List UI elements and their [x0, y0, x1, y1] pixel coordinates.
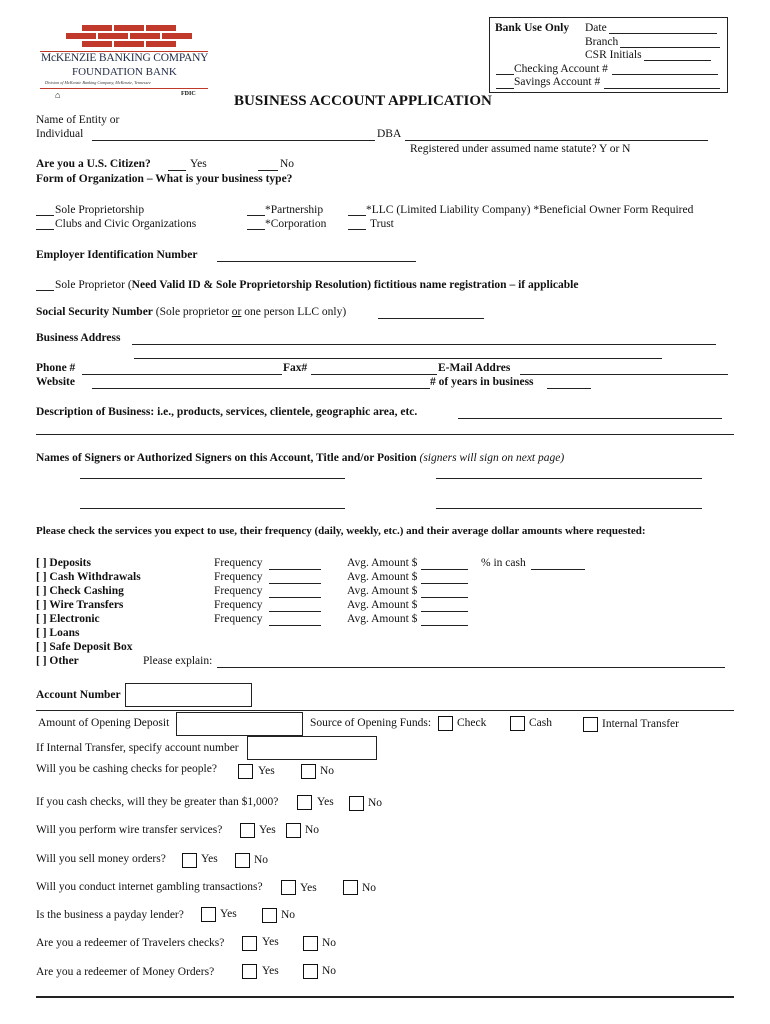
- yes-checkbox[interactable]: [297, 795, 312, 810]
- ssn-field[interactable]: [378, 318, 484, 319]
- org-llc[interactable]: *LLC (Limited Liability Company) *Beneficial Owner Form Required: [366, 204, 694, 216]
- signers-label: Names of Signers or Authorized Signers on this Account, Title and/or Position (signers will sign on next page): [36, 452, 565, 464]
- service-other[interactable]: [ ] Other: [36, 655, 79, 667]
- freq-field[interactable]: [269, 625, 321, 626]
- please-explain-field[interactable]: [217, 667, 725, 668]
- yes-checkbox[interactable]: [238, 764, 253, 779]
- fdic-mark: FDIC: [181, 91, 196, 97]
- logo-line-2: FOUNDATION BANK: [72, 66, 177, 78]
- service-electronic[interactable]: [ ] Electronic: [36, 613, 100, 625]
- yes-label: Yes: [262, 936, 279, 948]
- avg-label: Avg. Amount $: [347, 613, 418, 625]
- service-deposits[interactable]: [ ] Deposits: [36, 557, 91, 569]
- question-label: Are you a redeemer of Travelers checks?: [36, 937, 225, 949]
- no-label: No: [281, 909, 296, 921]
- sole-prop-note: Sole Proprietor (Need Valid ID & Sole Proprietorship Resolution) fictitious name registration – if applicable: [55, 279, 579, 291]
- avg-label: Avg. Amount $: [347, 557, 418, 569]
- yes-label: Yes: [262, 965, 279, 977]
- avg-field[interactable]: [421, 569, 468, 570]
- citizen-yes-field[interactable]: [168, 170, 186, 171]
- equal-housing-icon: ⌂: [55, 90, 61, 100]
- fax-label: Fax#: [283, 362, 308, 374]
- avg-field[interactable]: [421, 597, 468, 598]
- yes-label: Yes: [259, 824, 276, 836]
- opening-deposit-field[interactable]: [176, 712, 303, 736]
- no-checkbox[interactable]: [349, 796, 364, 811]
- no-label: No: [320, 765, 335, 777]
- entity-label-1: Name of Entity or: [36, 114, 120, 126]
- address-field-1[interactable]: [132, 344, 716, 345]
- years-label: # of years in business: [430, 376, 534, 388]
- freq-field[interactable]: [269, 597, 321, 598]
- form-title: BUSINESS ACCOUNT APPLICATION: [234, 93, 492, 109]
- citizen-yes: Yes: [190, 158, 207, 170]
- internal-specify-label: If Internal Transfer, specify account number: [36, 742, 239, 754]
- opening-deposit-label: Amount of Opening Deposit: [38, 717, 170, 729]
- email-label: E-Mail Addres: [438, 362, 511, 374]
- org-label: Form of Organization – What is your business type?: [36, 173, 293, 185]
- question-label: If you cash checks, will they be greater than $1,000?: [36, 796, 279, 808]
- address-label: Business Address: [36, 332, 121, 344]
- cash-percent-field[interactable]: [531, 569, 585, 570]
- freq-field[interactable]: [269, 569, 321, 570]
- yes-checkbox[interactable]: [182, 853, 197, 868]
- bank-use-title: Bank Use Only: [495, 22, 570, 34]
- citizen-no-field[interactable]: [258, 170, 278, 171]
- logo-line-3: Division of McKenzie Banking Company, McKenzie, Tennessee: [45, 80, 151, 85]
- no-checkbox[interactable]: [286, 823, 301, 838]
- services-intro: Please check the services you expect to use, their frequency (daily, weekly, etc.) and their average dollar amounts where requested:: [36, 525, 646, 537]
- ein-label: Employer Identification Number: [36, 249, 198, 261]
- no-label: No: [322, 937, 337, 949]
- no-checkbox[interactable]: [303, 964, 318, 979]
- src-check-label: Check: [457, 717, 487, 729]
- bank-use-branch: Branch: [585, 36, 619, 48]
- freq-label: Frequency: [214, 613, 263, 625]
- src-internal-label: Internal Transfer: [602, 718, 679, 730]
- service-wire-transfers[interactable]: [ ] Wire Transfers: [36, 599, 124, 611]
- freq-field[interactable]: [269, 611, 321, 612]
- yes-checkbox[interactable]: [242, 964, 257, 979]
- yes-label: Yes: [317, 796, 334, 808]
- ein-field[interactable]: [217, 261, 416, 262]
- yes-checkbox[interactable]: [240, 823, 255, 838]
- freq-label: Frequency: [214, 571, 263, 583]
- website-label: Website: [36, 376, 75, 388]
- question-label: Will you be cashing checks for people?: [36, 763, 217, 775]
- org-corporation[interactable]: *Corporation: [265, 218, 327, 230]
- citizen-label: Are you a U.S. Citizen?: [36, 158, 151, 170]
- description-field-1[interactable]: [458, 418, 722, 419]
- internal-account-field[interactable]: [247, 736, 377, 760]
- entity-label-2: Individual: [36, 128, 84, 140]
- phone-label: Phone #: [36, 362, 76, 374]
- account-number-label: Account Number: [36, 689, 121, 701]
- question-label: Is the business a payday lender?: [36, 909, 184, 921]
- description-field-2[interactable]: [36, 434, 734, 435]
- avg-label: Avg. Amount $: [347, 599, 418, 611]
- section-divider: [36, 710, 734, 711]
- avg-field[interactable]: [421, 583, 468, 584]
- footer-divider: [36, 996, 734, 998]
- years-field[interactable]: [547, 388, 591, 389]
- yes-label: Yes: [300, 882, 317, 894]
- no-checkbox[interactable]: [343, 880, 358, 895]
- yes-checkbox[interactable]: [201, 907, 216, 922]
- no-checkbox[interactable]: [235, 853, 250, 868]
- freq-field[interactable]: [269, 583, 321, 584]
- avg-label: Avg. Amount $: [347, 571, 418, 583]
- question-label: Are you a redeemer of Money Orders?: [36, 966, 215, 978]
- signer-field-3[interactable]: [80, 508, 345, 509]
- entity-name-field[interactable]: [92, 140, 375, 141]
- no-label: No: [362, 882, 377, 894]
- no-checkbox[interactable]: [303, 936, 318, 951]
- no-checkbox[interactable]: [262, 908, 277, 923]
- address-field-2[interactable]: [134, 358, 662, 359]
- src-check-checkbox[interactable]: [438, 716, 453, 731]
- no-label: No: [305, 824, 320, 836]
- service-cash-withdrawals[interactable]: [ ] Cash Withdrawals: [36, 571, 141, 583]
- bank-use-savings: Savings Account #: [514, 76, 601, 88]
- freq-label: Frequency: [214, 599, 263, 611]
- cash-percent-label: % in cash: [481, 557, 526, 569]
- freq-label: Frequency: [214, 557, 263, 569]
- account-number-field[interactable]: [125, 683, 252, 707]
- question-label: Will you perform wire transfer services?: [36, 824, 223, 836]
- yes-checkbox[interactable]: [281, 880, 296, 895]
- dba-label: DBA: [377, 128, 402, 140]
- service-check-cashing[interactable]: [ ] Check Cashing: [36, 585, 124, 597]
- question-label: Will you conduct internet gambling transactions?: [36, 881, 263, 893]
- description-label: Description of Business: i.e., products, services, clientele, geographic area, etc.: [36, 406, 418, 418]
- registered-label: Registered under assumed name statute? Y or N: [410, 143, 631, 155]
- avg-label: Avg. Amount $: [347, 585, 418, 597]
- yes-label: Yes: [201, 853, 218, 865]
- avg-field[interactable]: [421, 611, 468, 612]
- logo-line-1: McKENZIE BANKING COMPANY: [41, 52, 209, 64]
- org-clubs[interactable]: Clubs and Civic Organizations: [55, 218, 197, 230]
- no-label: No: [368, 797, 383, 809]
- question-label: Will you sell money orders?: [36, 853, 166, 865]
- org-sole[interactable]: Sole Proprietorship: [55, 204, 145, 216]
- bank-use-date: Date: [585, 22, 607, 34]
- yes-label: Yes: [220, 908, 237, 920]
- ssn-label: Social Security Number (Sole proprietor or one person LLC only): [36, 306, 347, 318]
- please-explain-label: Please explain:: [143, 655, 213, 667]
- avg-field[interactable]: [421, 625, 468, 626]
- bank-use-checking: Checking Account #: [514, 63, 608, 75]
- service-safe-deposit[interactable]: [ ] Safe Deposit Box: [36, 641, 133, 653]
- email-field[interactable]: [520, 374, 728, 375]
- freq-label: Frequency: [214, 585, 263, 597]
- org-trust[interactable]: Trust: [370, 218, 394, 230]
- fax-field[interactable]: [311, 374, 437, 375]
- src-internal-checkbox[interactable]: [583, 717, 598, 732]
- yes-checkbox[interactable]: [242, 936, 257, 951]
- no-checkbox[interactable]: [301, 764, 316, 779]
- src-cash-label: Cash: [529, 717, 552, 729]
- phone-field[interactable]: [82, 374, 282, 375]
- signer-field-4[interactable]: [436, 508, 702, 509]
- no-label: No: [322, 965, 337, 977]
- dba-field[interactable]: [405, 140, 708, 141]
- citizen-no: No: [280, 158, 295, 170]
- signer-field-2[interactable]: [436, 478, 702, 479]
- no-label: No: [254, 854, 269, 866]
- bank-use-csr: CSR Initials: [585, 49, 642, 61]
- yes-label: Yes: [258, 765, 275, 777]
- website-field[interactable]: [92, 388, 430, 389]
- service-loans[interactable]: [ ] Loans: [36, 627, 80, 639]
- signer-field-1[interactable]: [80, 478, 345, 479]
- source-funds-label: Source of Opening Funds:: [310, 717, 432, 729]
- org-partnership[interactable]: *Partnership: [265, 204, 324, 216]
- src-cash-checkbox[interactable]: [510, 716, 525, 731]
